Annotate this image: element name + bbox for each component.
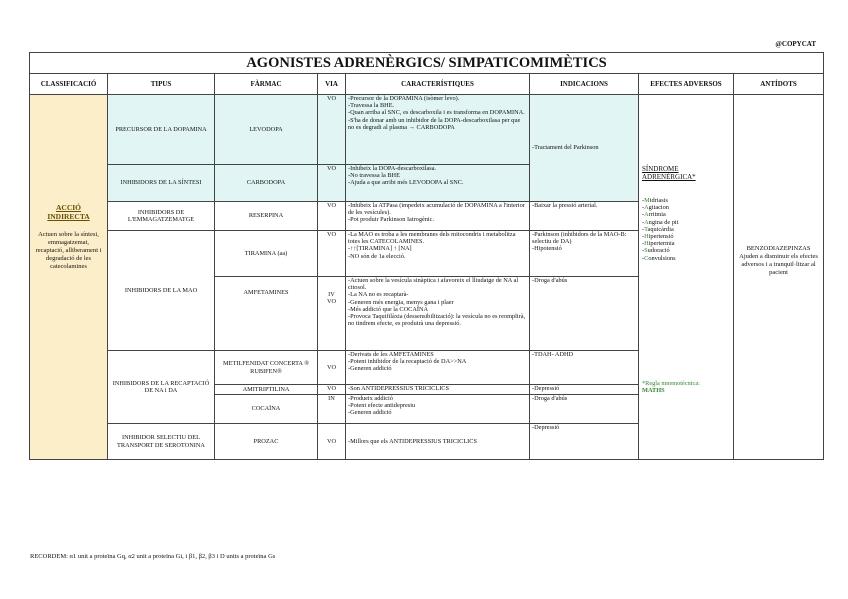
caract-carbodopa [346, 165, 530, 202]
caract-line: -Provoca Taquifilàxia (dessensibilització): la vesícula no es reomplirà, no tindrem efecte, es produirà una depressió. [348, 313, 526, 328]
farmac-amfetamines: AMFETAMINES [215, 277, 318, 351]
efecte-item: -Convulsions [642, 254, 676, 262]
header-indicacions: INDICACIONS [530, 74, 639, 95]
efecte-item: -Taquicàrdia [642, 225, 674, 233]
antidot-name: BENZODIAZEPINZAS [746, 245, 811, 252]
via-metilfenidat: VO [318, 351, 346, 385]
efecte-item: -Agitacion [642, 204, 669, 212]
caract-line: -No travessa la BHE [348, 172, 400, 180]
farmac-levodopa: LEVODOPA [215, 95, 318, 165]
caract-line: -Inhibeix la DOPA-descarboxilasa. [348, 165, 437, 172]
caract-metilfenidat [346, 351, 530, 385]
caract-line: -Més addició que la COCAÏNA [348, 305, 429, 313]
header-via: VIA [318, 74, 346, 95]
header-tipus: TIPUS [108, 74, 215, 95]
via-levodopa: VO [318, 95, 346, 165]
antidot-text: Ajuden a disminuir els efectes adversos i a tranquil·litzar al pacient [739, 253, 818, 276]
farmac-metilfenidat: METILFENIDAT CONCERTA ® RUBIFEN® [215, 351, 318, 385]
efecte-item: -Hipertermia [642, 240, 675, 248]
header-antidots: ANTÍDOTS [734, 74, 824, 95]
indicacio-parkinson: -Tractament del Parkinson [530, 95, 639, 202]
page-title: AGONISTES ADRENÈRGICS/ SIMPATICOMIMÈTICS [30, 53, 824, 74]
tipus-inh-sero: INHIBIDOR SELECTIU DEL TRANSPORT DE SEROTONINA [108, 424, 215, 460]
caract-amitriptilina: -Son ANTIDEPRESSIUS TRICICLICS [346, 385, 530, 395]
efecte-item: -Arritmia [642, 211, 666, 219]
caract-line: -Derivats de les AMFETAMINES [348, 351, 434, 358]
via-cocaina: IN [318, 395, 346, 424]
efecte-item: -Angina de pit [642, 218, 679, 226]
farmac-carbodopa: CARBODOPA [215, 165, 318, 202]
caract-prozac: -Millors que els ANTIDEPRESSIUS TRICICLICS [346, 424, 530, 460]
header-caracteristiques: CARACTERÍSTIQUES [346, 74, 530, 95]
caract-line: -Potent efecte antidepresiu [348, 402, 416, 410]
caract-line: -NO són de 1a elecció. [348, 252, 406, 260]
farmac-tiramina: TIRAMINA (aa) [215, 231, 318, 277]
caract-line: -↑↑[TIRAMINA] ↑ [NA] [348, 245, 412, 253]
caract-line: -S'ha de donar amb un inhibidor de la DOPA-descarboxilasa per que no es degradi al plasma → CARBODOPA [348, 116, 521, 131]
caract-reserpina [346, 202, 530, 231]
caract-line: -La MAO es troba a les membranes dels mitocondris i metabolitza totes les CATECOLAMINES. [348, 231, 516, 246]
tipus-inh-emmag: INHIBIDORS DE L'EMMAGATZEMATGE [108, 202, 215, 231]
caract-line: -Inhibeix la ATPasa (impedeix acumulació de DOPAMINA a l'interior de les vesícules). [348, 202, 525, 217]
caract-line: -Potent inhibidor de la recaptació de DA>>NA [348, 358, 467, 366]
efectes-list [642, 197, 730, 262]
classification-title: ACCIÓ INDIRECTA [47, 203, 90, 221]
efecte-item: -Hipertensió [642, 233, 674, 241]
drug-table [29, 52, 824, 460]
watermark: @COPYCAT [775, 40, 816, 48]
caract-tiramina [346, 231, 530, 277]
caract-line: -Travessa la BHE. [348, 102, 395, 110]
indicacio-amfetamines: -Droga d'abús [530, 277, 639, 351]
caract-line: -Quan arriba al SNC, es descarboxila i es transforma en DOPAMINA. [348, 109, 525, 117]
antidots-cell [734, 95, 824, 460]
farmac-amitriptilina: AMITRIPTILINA [215, 385, 318, 395]
indicacio-line: -Hipotensió [532, 245, 562, 253]
caract-line: -Generen addició [348, 409, 392, 417]
caract-line: -Actuen sobre la vesícula sinàptica i afavoreix el lliudatge de NA al citosol. [348, 277, 519, 292]
caract-amfetamines [346, 277, 530, 351]
indicacio-amitriptilina: -Depressió [530, 385, 639, 395]
caract-line: -La NA no es recaptarà- [348, 291, 409, 299]
caract-line: -Ajuda a que arribi més LEVODOPA al SNC. [348, 179, 464, 187]
classification-cell [30, 95, 108, 460]
header-efectes: EFECTES ADVERSOS [639, 74, 734, 95]
tipus-inh-sintesi: INHIBIDORS DE LA SÍNTESI [108, 165, 215, 202]
caract-line: -Generen més energia, menys gana i plaer [348, 298, 454, 306]
caract-levodopa [346, 95, 530, 165]
caract-line: -Pot produir Parkinson Iatrogènic. [348, 216, 435, 224]
indicacio-reserpina: -Baixar la pressió arterial. [530, 202, 639, 231]
caract-line: -Precursor de la DOPAMINA (isòmer levo). [348, 95, 460, 102]
caract-line: -Generen addició [348, 365, 392, 373]
caract-cocaina [346, 395, 530, 424]
indicacio-tiramina [530, 231, 639, 277]
sindrome-label: SÍNDROME ADRENÈRGICA* [642, 165, 696, 181]
indicacio-metilfenidat: -TDAH- ADHD [530, 351, 639, 385]
recordem-note: RECORDEM: α1 unit a proteïna Gq, α2 unit a proteïna Gi, i β1, β2, β3 i D units a proteïna Gs [30, 553, 276, 560]
header-farmac: FÀRMAC [215, 74, 318, 95]
via-tiramina: VO [318, 231, 346, 277]
header-classificacio: CLASSIFICACIÓ [30, 74, 108, 95]
indicacio-cocaina: -Droga d'abús [530, 395, 639, 424]
via-amfetamines: IV VO [318, 277, 346, 351]
indicacio-line: -Parkinson (inhibidors de la MAO-B: selectiu de DA) [532, 231, 627, 246]
efectes-cell [639, 95, 734, 460]
efecte-item: -Midriasis [642, 197, 668, 204]
caract-line: -Produeix addició [348, 395, 393, 402]
via-carbodopa: VO [318, 165, 346, 202]
farmac-reserpina: RESERPINA [215, 202, 318, 231]
tipus-precursor: PRECURSOR DE LA DOPAMINA [108, 95, 215, 165]
tipus-inh-recap: INHIBIDORS DE LA RECAPTACIÓ DE NA i DA [108, 351, 215, 424]
tipus-inh-mao: INHIBIDORS DE LA MAO [108, 231, 215, 351]
via-amitriptilina: VO [318, 385, 346, 395]
farmac-cocaina: COCAÏNA [215, 395, 318, 424]
mnemonic-rule: *Regla mnemotècnica: [642, 379, 700, 387]
indicacio-prozac: -Depressió [530, 424, 639, 460]
classification-description: Actuen sobre la síntesi, emmagatzemat, recaptació, alliberament i degradació de les catecolamines [35, 231, 102, 270]
efecte-item: -Sudoració [642, 247, 670, 255]
via-reserpina: VO [318, 202, 346, 231]
mnemonic-maths: MATHS [642, 387, 665, 395]
farmac-prozac: PROZAC [215, 424, 318, 460]
via-prozac: VO [318, 424, 346, 460]
